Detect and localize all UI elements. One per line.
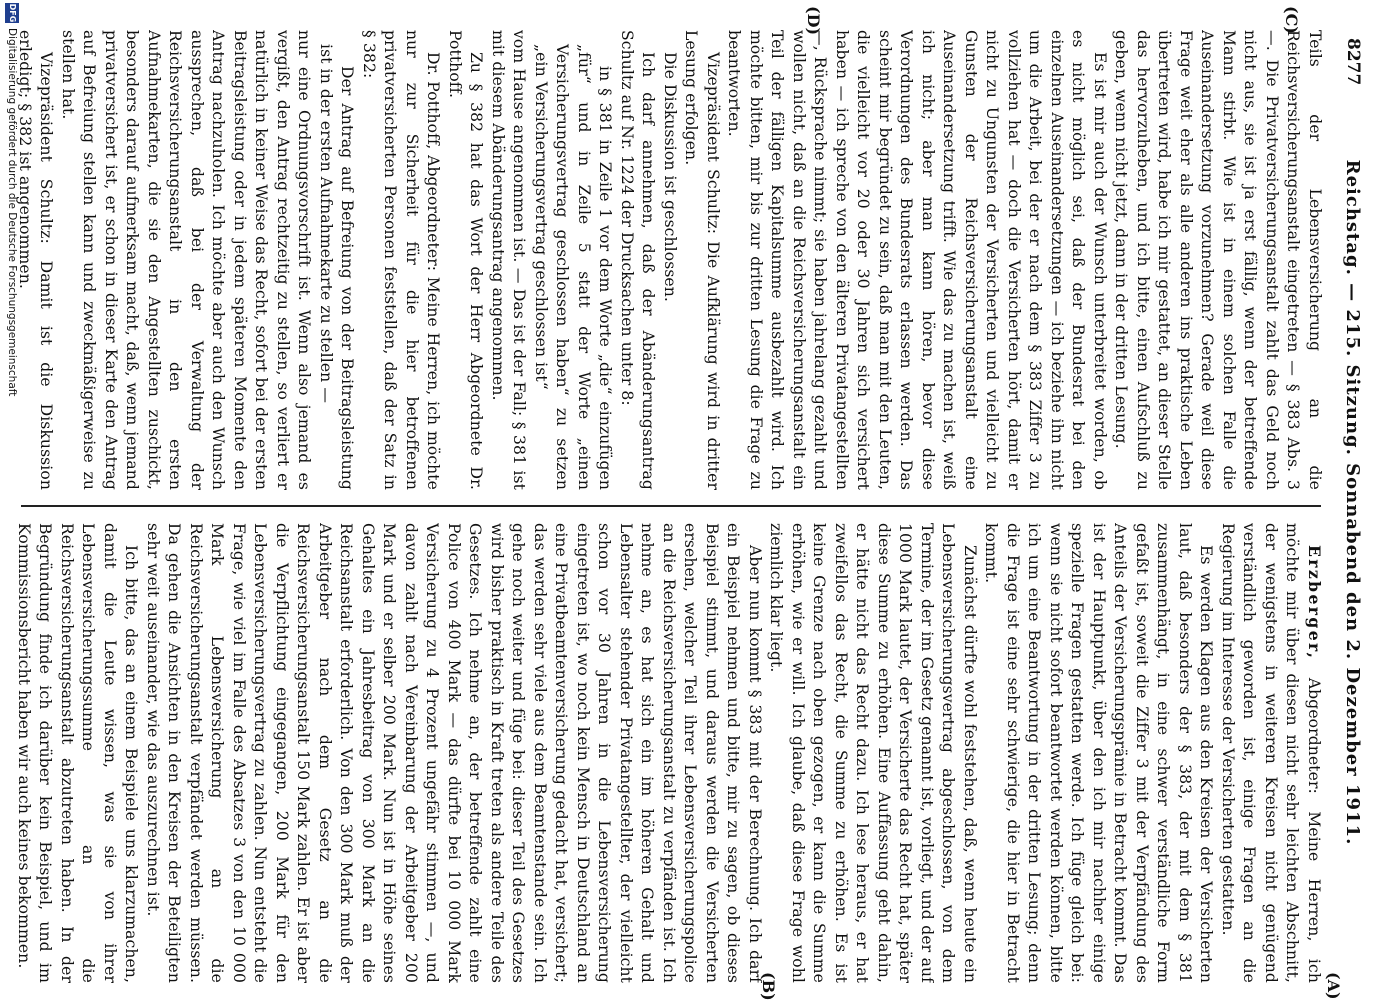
paragraph: Zunächst dürfte wohl feststehen, daß, wenn heute ein Lebensversicherungsvertrag abgeschlossen, von dem Termine, der im Gesetz genannt ist, vorliegt, und der auf 1000 Mark lautet, der Versicherte das Recht hat, später diese Summe zu erhöhen. Eine Auffassung geht dahin, er hätte nicht das Recht dazu. Ich lese heraus, er hat zweifellos das Recht, die Summe zu erhöhen. Es ist keine Grenze nach oben gezogen, er kann die Summe erhöhen, wie er will. Ich glaube, daß diese Frage wohl ziemlich klar liegt. bbox=[767, 523, 979, 983]
paragraph: Es ist mir auch der Wunsch unterbreitet worden, ob es nicht möglich sei, daß der Bundesrat bei den einzelnen Auseinandersetzungen — ich beziehe ihn nicht um die Arbeit, bei der er nach dem § 383 Ziffer 3 zu vollziehen hat — doch die Versicherten hört, damit er nicht zu Ungunsten der Versicherten und vielleicht zu Gunsten der Reichsversicherungsanstalt eine Auseinandersetzung trifft. Wie das zu machen ist, weiß ich nicht; aber man kann hören, bevor diese Verordnungen des Bundesrats erlassen werden. Das scheint mir begründet zu sein, daß man mit den Leuten, die vielleicht vor 20 oder 30 Jahren sich versichert haben — ich spreche von den älteren Privatangestellten —, Rücksprache nimmt; sie haben jahrelang gezahlt und wollen nicht, daß an die Reichsversicherungsanstalt ein Teil der fälligen Kapitalsumme ausbezahlt wird. Ich möchte bitten, mir bis zur dritten Lesung die Frage zu beantworten. bbox=[725, 30, 1109, 490]
margin-marker-c: (C) bbox=[1282, 6, 1301, 34]
right-column bbox=[15, 30, 1325, 490]
column-divider bbox=[21, 505, 1321, 507]
paragraph: vom Hause angenommen ist. — Das ist der Fall; § 381 ist mit diesem Abänderungsantrag angenommen. bbox=[489, 30, 529, 490]
paragraph: Die Diskussion ist geschlossen. bbox=[661, 52, 679, 302]
speaker-name: Erzberger, bbox=[1305, 545, 1324, 661]
paragraph: Vizepräsident Schultz: Damit ist die Diskussion erledigt; § 382 ist angenommen. bbox=[16, 30, 56, 490]
paragraph: Es werden Klagen aus den Kreisen der Versicherten laut, daß besonders der § 383, der mit dem § 381 zusammenhängt, in eine schwer verständliche Form gefaßt ist, soweit die Ziffer 3 mit der Verpfändung des Anteils der Versicherungsprämie in Betracht kommt. Das ist der Hauptpunkt, über den ich mir nachher einige spezielle Fragen gestatten werde. Ich füge gleich bei: wenn sie nicht sofort beantwortet werden können, bitte ich um eine Beantwortung in der dritten Lesung; denn die Frage ist eine sehr schwierige, die hier in Betracht kommt. bbox=[982, 523, 1216, 983]
paragraph: Zu § 382 hat das Wort der Herr Abgeordnete Dr. Potthoff. bbox=[446, 30, 486, 490]
digitization-credit: Digitalisierung gefördert durch die Deutsche Forschungsgemeinschaft bbox=[6, 28, 18, 397]
quoted-clause: Der Antrag auf Befreiung von der Beitragsleistung ist in der ersten Aufnahmekarte zu stellen — bbox=[317, 44, 357, 490]
paragraph: Vizepräsident Schultz: Die Aufklärung wird in dritter Lesung erfolgen. bbox=[682, 30, 722, 490]
paragraph: nur eine Ordnungsvorschrift ist. Wenn also jemand es vergißt, den Antrag rechtzeitig zu stellen, so verliert er natürlich in keiner Weise das Recht, sofort bei der ersten Beitragsleistung oder in jedem späteren Momente den Antrag nachzuholen. Ich möchte aber auch den Wunsch aussprechen, daß bei der Verwaltung der Reichsversicherungsanstalt in den ersten Aufnahmekarten, die sie den Angestellten zuschickt, besonders darauf aufmerksam macht, daß, wenn jemand privatversichert ist, er schon in dieser Karte den Antrag auf Befreiung stellen kann und zweckmäßigerweise zu stellen hat. bbox=[59, 30, 314, 490]
paragraph: Erzberger, Abgeordneter: Meine Herren, ich möchte mir über diesen nicht sehr leichten Abschnitt, der wenigstens in weiteren Kreisen nicht genügend verständlich geworden ist, einige Fragen an die Regierung im Interesse der Versicherten gestatten. bbox=[1219, 523, 1324, 983]
quoted-amendment: in § 381 in Zeile 1 vor dem Worte „die“ einzufügen „für“ und in Zeile 5 statt der Worte „einen Versicherungsvertrag geschlossen haben“ zu setzen „ein Versicherungsvertrag geschlossen ist“ bbox=[532, 44, 615, 490]
running-title: Reichstag. — 215. Sitzung. Sonnabend den 2. Dezember 1911. bbox=[1342, 159, 1363, 846]
margin-marker-d: (D) bbox=[804, 6, 823, 36]
paragraph: Dr. Potthoff, Abgeordneter: Meine Herren, ich möchte nur zur Sicherheit für die hier betroffenen privatversicherten Personen feststellen, daß der Satz in § 382: bbox=[360, 30, 443, 490]
left-column bbox=[15, 523, 1325, 983]
paragraph: Teils der Lebensversicherung an die Reichsversicherungsanstalt eingetreten — § 383 Abs. 3 —. Die Privatversicherungsanstalt zahlt das Geld noch nicht aus, sie ist ja erst fällig, wenn der betreffende Mann stirbt. Wie ist in einem solchen Falle die Auseinandersetzung vorzunehmen? Gerade weil diese Frage weit eher als alle anderen ins praktische Leben übertreten wird, habe ich mir gestattet, an dieser Stelle das hervorzuheben, und ich bitte, einen Aufschluß zu geben, wenn nicht jetzt, dann in der dritten Lesung. bbox=[1112, 30, 1324, 490]
paragraph: Ich darf annehmen, daß der Abänderungsantrag Schultz auf Nr. 1224 der Drucksachen unter 8: bbox=[618, 30, 658, 490]
page-header bbox=[1339, 20, 1369, 985]
digitization-footer bbox=[1, 0, 21, 1000]
page-number: 8277 bbox=[1343, 38, 1363, 86]
dfg-logo: DFG bbox=[5, 3, 19, 23]
paragraph: Aber nun kommt § 383 mit der Berechnung. Ich darf ein Beispiel nehmen und bitte, mir zu sagen, ob dieses Beispiel stimmt, und daraus werden die Versicherten ersehen, welcher Teil ihrer Lebensversicherungspolice an die Reichsversicherungsanstalt zu verpfänden ist. Ich nehme an, es hat sich ein im höheren Gehalt und Lebensalter stehender Privatangestellter, der vielleicht schon vor 30 Jahren in die Lebensversicherung eingetreten ist, wo noch kein Mensch in Deutschland an eine Privatbeamtenversicherung gedacht hat, versichert; das werden sehr viele aus dem Beamtenstande sein. Ich gehe noch weiter und füge bei: dieser Teil des Gesetzes wird bisher praktisch in Kraft treten als andere Teile des Gesetzes. Ich nehme an, der betreffende zahlt eine Police von 400 Mark — das dürfte bei 10 000 Mark Versicherung zu 4 Prozent ungefähr stimmen —, und davon zahlt nach Vereinbarung der Arbeitgeber 200 Mark und er selber 200 Mark. Nun ist in Höhe seines Gehaltes ein Jahresbeitrag von 300 Mark an die Reichsanstalt erforderlich. Von den 300 Mark muß der Arbeitgeber nach dem Gesetz an die Reichsversicherungsanstalt 150 Mark zahlen. Er ist aber die Verpflichtung eingegangen, 200 Mark für den Lebensversicherungsvertrag zu zahlen. Nun entsteht die Frage, wie viel im Falle des Absatzes 3 von den 10 000 Mark Lebensversicherung an die Reichsversicherungsanstalt verpfändet werden müssen. Da gehen die Ansichten in den Kreisen der Beteiligten sehr weit auseinander, wie das auszurechnen ist. bbox=[144, 523, 764, 983]
margin-marker-b: (B) bbox=[759, 972, 778, 1001]
paragraph: Ich bitte, das an einem Beispiele uns klarzumachen, damit die Leute wissen, was sie von ihrer Lebensversicherungssumme an die Reichsversicherungsanstalt abzutreten haben. In der Begründung finde ich darüber kein Beispiel, und im Kommissionsbericht haben wir auch keines bekommen. bbox=[15, 523, 141, 983]
margin-marker-a: (A) bbox=[1324, 972, 1343, 1000]
